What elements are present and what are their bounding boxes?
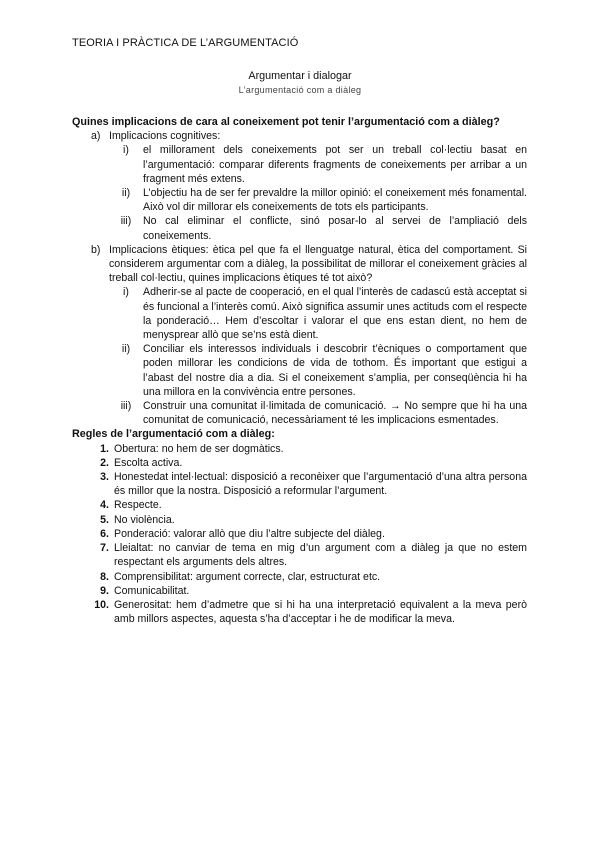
section-b-marker: b) xyxy=(91,243,101,256)
rule-item xyxy=(88,570,527,584)
rule-number: 1. xyxy=(100,442,109,455)
rule-item xyxy=(88,541,527,569)
section-b xyxy=(91,243,527,286)
section-a-marker: a) xyxy=(91,130,101,143)
question-heading: Quines implicacions de cara al coneixement pot tenir l’argumentació com a diàleg? xyxy=(72,116,500,128)
rule-text: No violència. xyxy=(114,513,175,526)
rule-text: Escolta activa. xyxy=(114,456,183,469)
rule-item xyxy=(88,513,527,527)
rule-number: 5. xyxy=(100,513,109,526)
rule-number: 10. xyxy=(94,598,109,611)
list-item-text: No cal eliminar el conflicte, sinó posar-lo al servei de l’ampliació dels coneixements. xyxy=(143,215,527,242)
rule-item xyxy=(88,498,527,512)
rule-item xyxy=(88,584,527,598)
list-item xyxy=(109,186,527,214)
list-item-marker: iii) xyxy=(120,400,132,413)
document-body xyxy=(72,115,527,626)
list-item-marker: iii) xyxy=(120,215,132,228)
list-item xyxy=(109,143,527,186)
list-item-text: Conciliar els interessos individuals i descobrir t’ècniques o comportament que poden millorar les condicions de vida de tothom. És important que estigui a l’abast del nostre dia a dia. Si el coneixement s’amplia, per conseqüència hi ha una millora en la convivència entre persones. xyxy=(143,343,527,398)
section-b-label: Implicacions ètiques: ètica pel que fa el llenguatge natural, ètica del comportament. Si considerem argumentar com a diàleg, la possibilitat de millorar el coneixement gràcies al treball col·lectiu, quines implicacions ètiques té tot això? xyxy=(109,243,527,285)
rule-text: Ponderació: valorar allò que diu l’altre subjecte del diàleg. xyxy=(114,527,385,540)
rule-text: Generositat: hem d’admetre que si hi ha una interpretació equivalent a la meva però amb millors aspectes, aquesta s’ha d’acceptar i he de modificar la meva. xyxy=(114,598,527,626)
list-item xyxy=(109,214,527,242)
section-a xyxy=(91,129,527,143)
rule-text: Honestedat intel·lectual: disposició a reconèixer que l’argumentació d’una altra persona és millor que la nostra. Disposició a reformular l’argument. xyxy=(114,471,527,498)
list-item xyxy=(109,399,527,427)
rule-text: Lleialtat: no canviar de tema en mig d’un argument com a diàleg ja que no estem respectant els arguments dels altres. xyxy=(114,542,527,569)
section-a-label: Implicacions cognitives: xyxy=(109,130,221,143)
rule-item xyxy=(88,470,527,498)
rule-text: Respecte. xyxy=(114,499,162,512)
list-item xyxy=(109,342,527,399)
rule-number: 2. xyxy=(100,456,109,469)
rule-number: 9. xyxy=(100,584,109,597)
rules-heading: Regles de l’argumentació com a diàleg: xyxy=(72,428,275,441)
rule-number: 3. xyxy=(100,471,109,484)
list-item-text: L’objectiu ha de ser fer prevaldre la millor opinió: el coneixement més fonamental. Això vol dir millorar els coneixements de tots els participants. xyxy=(143,187,527,214)
document-subtitle: L’argumentació com a diàleg xyxy=(238,85,362,95)
rule-text: Comunicabilitat. xyxy=(114,584,190,597)
document-title: Argumentar i dialogar xyxy=(248,70,352,82)
rule-number: 6. xyxy=(100,527,109,540)
list-item-text: Construir una comunitat il·limitada de comunicació. → No sempre que hi ha una comunitat de comunicació, necessàriament té les implicacions esmentades. xyxy=(143,400,527,427)
running-header: TEORIA I PRÀCTICA DE L’ARGUMENTACIÓ xyxy=(72,37,299,49)
rule-number: 8. xyxy=(100,570,109,583)
rule-item xyxy=(88,442,527,456)
list-item-marker: i) xyxy=(123,286,129,299)
rule-text: Obertura: no hem de ser dogmàtics. xyxy=(114,442,284,455)
list-item-text: Adherir-se al pacte de cooperació, en el qual l’interès de cadascú està acceptat si és funcional a l’interès comú. Això significa assumir unes actituds com el respecte la ponderació… Hem d’escoltar i valorar el que ens estan dient, no hem de menysprear allò que se’ns està dient. xyxy=(143,286,527,342)
list-item-marker: ii) xyxy=(121,343,131,356)
list-item-marker: ii) xyxy=(121,187,131,200)
rule-number: 7. xyxy=(100,542,109,555)
list-item-text: el millorament dels coneixements pot ser un treball col·lectiu basat en l’argumentació: comparar diferents fragments de coneixements per arribar a un fragment més extens. xyxy=(143,144,527,185)
rule-text: Comprensibilitat: argument correcte, clar, estructurat etc. xyxy=(114,570,381,583)
rule-item xyxy=(88,598,527,626)
rule-item xyxy=(88,456,527,470)
rule-item xyxy=(88,527,527,541)
list-item xyxy=(109,285,527,342)
rule-number: 4. xyxy=(100,499,109,512)
list-item-marker: i) xyxy=(123,144,129,157)
